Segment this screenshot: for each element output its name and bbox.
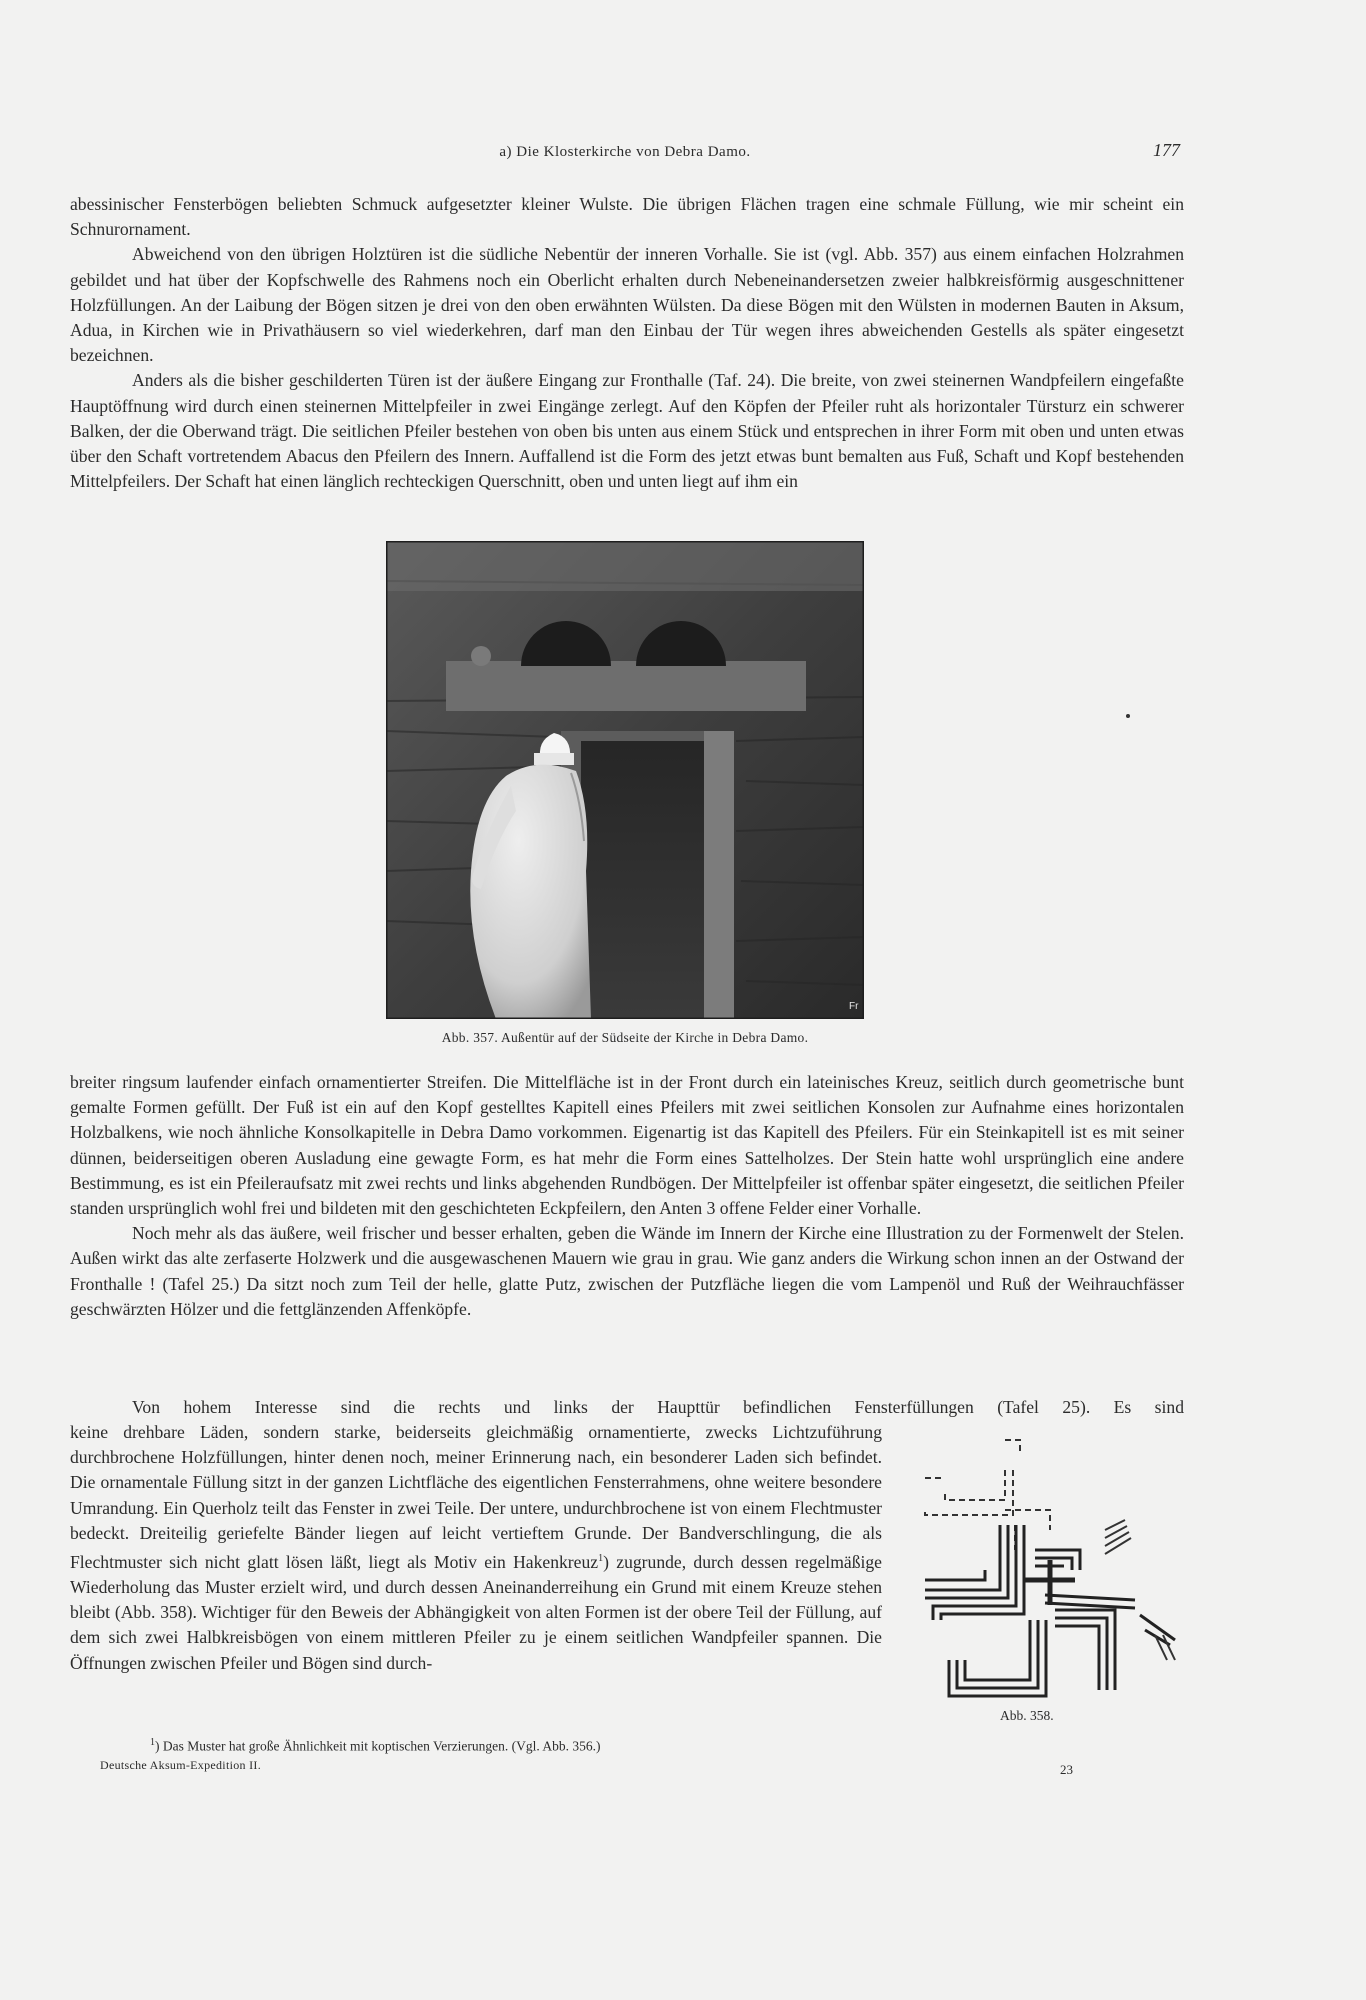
sheet-signature: 23: [1060, 1762, 1073, 1777]
paragraph-first-line: Von hohem Interesse sind die rechts und links der Haupttür befindlichen Fensterfüllungen (Tafel 25). Es sind: [132, 1397, 1184, 1417]
text-block-top: [70, 192, 1184, 494]
paragraph-text: ) zugrunde, durch dessen regelmäßige Wiederholung das Muster erzielt wird, und durch dessen Aneinanderreihung ein Grund mit einem Kreuze stehen bleibt (Abb. 358). Wichtiger für den Beweis der Abhängigkeit von alten Formen ist der obere Teil der Füllung, auf dem sich zwei Halbkreisbögen von einem mittleren Pfeiler zu je einem seitlichen Wandpfeiler spannen. Die Öffnungen zwischen Pfeiler und Bögen sind durch-: [70, 1551, 882, 1673]
door-photo-illustration: [386, 541, 864, 1019]
speck: [1126, 714, 1130, 718]
figure-357-photo: [386, 541, 864, 1019]
paragraph-text: keine drehbare Läden, sondern starke, beiderseits gleichmäßig ornamentierte, zwecks Lichtzuführung durchbrochene Holzfüllungen, hinter denen noch, meiner Erinnerung nach, ein besonderer Laden sich befindet. Die ornamentale Füllung sitzt in der ganzen Lichtfläche des eigentlichen Fensterrahmens, ohne weitere besondere Umrandung. Ein Querholz teilt das Fenster in zwei Teile. Der untere, undurchbrochene ist von einem Flechtmuster bedeckt. Dreiteilig geriefelte Bänder liegen auf leicht vertieftem Grunde. Der Bandverschlingung, die als Flechtmuster sich nicht glatt lösen läßt, liegt als Motiv ein Hakenkreuz: [70, 1422, 882, 1572]
footnote: [150, 1737, 601, 1755]
imprint-line: Deutsche Aksum-Expedition II.: [100, 1758, 262, 1772]
figure-358-pattern: [905, 1430, 1185, 1700]
paragraph: Noch mehr als das äußere, weil frischer und besser erhalten, geben die Wände im Innern der Kirche eine Illustration zu der Formenwelt der Stelen. Außen wirkt das alte zerfaserte Holzwerk und die ausgewaschenen Mauern wie grau in grau. Wie ganz anders die Wirkung schon innen an der Ostwand der Fronthalle ! (Tafel 25.) Da sitzt noch zum Teil der helle, glatte Putz, zwischen der Putzfläche liegen die vom Lampenöl und Ruß der Weihrauchfässer geschwärzten Hölzer und die fettglänzenden Affenköpfe.: [70, 1223, 1184, 1319]
running-head: [70, 140, 1180, 168]
footnote-ref: 1: [598, 1553, 604, 1565]
hakenkreuz-pattern-drawing: [905, 1430, 1185, 1700]
figure-357-caption: Abb. 357. Außentür auf der Südseite der Kirche in Debra Damo.: [441, 1030, 809, 1045]
text-block-wrapped: [70, 1420, 882, 1676]
page-number: 177: [1153, 140, 1180, 160]
text-block-middle: [70, 1070, 1184, 1322]
running-title: a) Die Klosterkirche von Debra Damo.: [499, 144, 751, 160]
footnote-marker: 1: [150, 1737, 155, 1748]
paragraph: [70, 1420, 882, 1676]
photo-mark: Fr: [849, 1001, 859, 1012]
footnote-text: ) Das Muster hat große Ähnlichkeit mit koptischen Verzierungen. (Vgl. Abb. 356.): [155, 1738, 601, 1754]
paragraph: Abweichend von den übrigen Holztüren ist die südliche Nebentür der inneren Vorhalle. Sie ist (vgl. Abb. 357) aus einem einfachen Holzrahmen gebildet und hat über der Kopfschwelle des Rahmens noch ein Oberlicht erhalten durch Nebeneinandersetzen zweier halbkreisförmig ausgeschnittener Holzfüllungen. An der Laibung der Bögen sitzen je drei von den oben erwähnten Wülsten. Da diese Bögen mit den Wülsten in modernen Bauten in Aksum, Adua, in Kirchen wie in Privathäusern so viel wiederkehren, darf man den Einbau der Tür wegen ihres abweichenden Gestells als später eingesetzt bezeichnen.: [70, 244, 1184, 366]
paragraph: breiter ringsum laufender einfach ornamentierter Streifen. Die Mittelfläche ist in der Front durch ein lateinisches Kreuz, seitlich durch geometrische bunt gemalte Formen gefüllt. Der Fuß ist ein auf den Kopf gestelltes Kapitell eines Pfeilers mit zwei seitlichen Konsolen zur Aufnahme eines horizontalen Holzbalkens, wie noch ähnliche Konsolkapitelle in Debra Damo vorkommen. Eigenartig ist das Kapitell des Pfeilers. Für ein Steinkapitell ist es mit seiner dünnen, beiderseitigen oberen Ausladung eine gewagte Form, es hat mehr die Form eines Sattelholzes. Der Stein hatte wohl ursprünglich eine andere Bestimmung, es ist ein Pfeileraufsatz mit zwei rechts und links abgehenden Rundbögen. Der Mittelpfeiler ist offenbar später eingesetzt, die seitlichen Pfeiler standen ursprünglich wohl frei und bildeten mit den geschichteten Eckpfeilern, den Anten 3 offene Felder einer Vorhalle.: [70, 1072, 1184, 1219]
paragraph: abessinischer Fensterbögen beliebten Schmuck aufgesetzter kleiner Wulste. Die übrigen Flächen tragen eine schmale Füllung, wie mir scheint ein Schnurornament.: [70, 194, 1184, 240]
figure-358-caption: Abb. 358.: [1000, 1708, 1054, 1723]
paragraph: Anders als die bisher geschilderten Türen ist der äußere Eingang zur Fronthalle (Taf. 24). Die breite, von zwei steinernen Wandpfeilern eingefaßte Hauptöffnung wird durch einen steinernen Mittelpfeiler in zwei Eingänge zerlegt. Auf den Köpfen der Pfeiler ruht als horizontaler Türsturz ein schwerer Balken, der die Oberwand trägt. Die seitlichen Pfeiler bestehen von oben bis unten aus einem Stück und entsprechen in ihrer Form mit oben und unten etwas über den Schaft vortretendem Abacus den Pfeilern des Innern. Auffallend ist die Form des jetzt etwas bunt bemalten aus Fuß, Schaft und Kopf bestehenden Mittelpfeilers. Der Schaft hat einen länglich rechteckigen Querschnitt, oben und unten liegt auf ihm ein: [70, 370, 1184, 492]
